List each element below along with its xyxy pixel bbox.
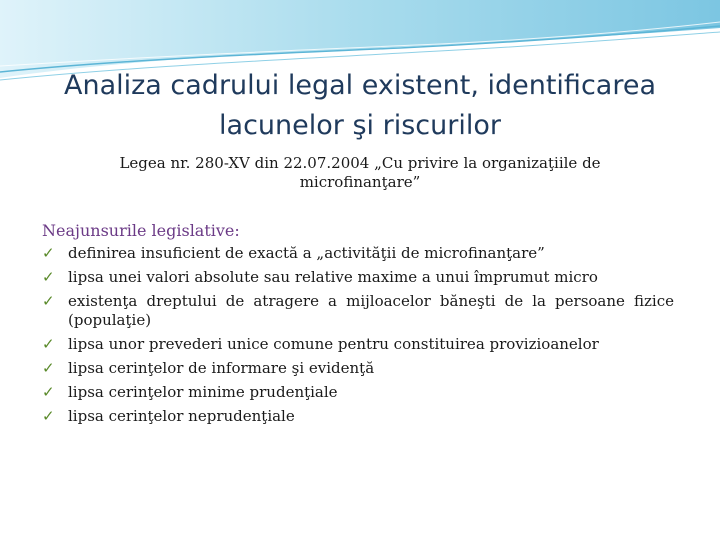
list-item-text: definirea insuficient de exactă a „activităţii de microfinanţare” (68, 244, 545, 262)
list-item (42, 359, 674, 378)
check-mark-icon: ✓ (42, 407, 55, 425)
slide-title: Analiza cadrului legal existent, identificarea lacunelor şi riscurilor (63, 70, 656, 141)
list-item (42, 268, 674, 287)
list-item-text: lipsa cerinţelor neprudenţiale (68, 407, 295, 425)
list-item-text: lipsa cerinţelor minime prudenţiale (68, 383, 338, 401)
check-mark-icon: ✓ (42, 292, 55, 310)
section-heading: Neajunsurile legislative: (42, 221, 240, 240)
list-item (42, 335, 674, 354)
check-mark-icon: ✓ (42, 268, 55, 286)
check-mark-icon: ✓ (42, 335, 55, 353)
content-body (42, 220, 674, 431)
deficiency-list (42, 244, 674, 426)
list-item (42, 292, 674, 330)
list-item-text: lipsa cerinţelor de informare şi evidenţă (68, 359, 375, 377)
list-item-text: lipsa unor prevederi unice comune pentru constituirea provizioanelor (68, 335, 599, 353)
check-mark-icon: ✓ (42, 244, 55, 262)
list-item (42, 244, 674, 263)
list-item (42, 383, 674, 402)
check-mark-icon: ✓ (42, 383, 55, 401)
list-item-text: existenţa dreptului de atragere a mijloacelor băneşti de la persoane fizice (populaţie) (68, 292, 674, 329)
list-item-text: lipsa unei valori absolute sau relative maxime a unui împrumut micro (68, 268, 598, 286)
list-item (42, 407, 674, 426)
law-reference-subtitle: Legea nr. 280-XV din 22.07.2004 „Cu privire la organizaţiile de microfinanţare” (119, 154, 601, 191)
check-mark-icon: ✓ (42, 359, 55, 377)
